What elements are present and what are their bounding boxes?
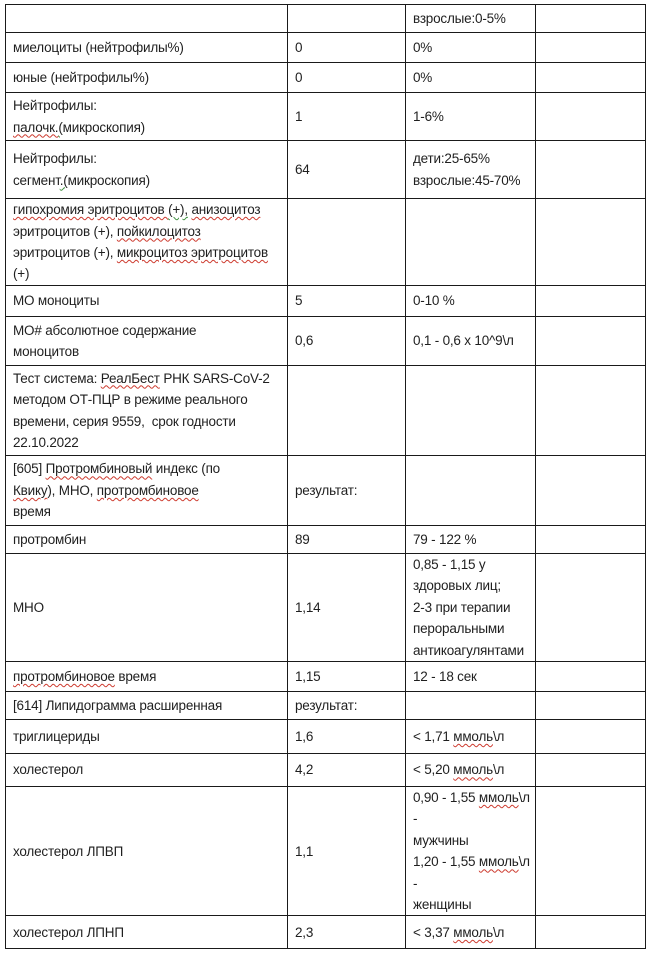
parameter-cell [6,366,288,456]
spellcheck-red-text: РеалБест [100,370,160,386]
spellcheck-green-text: ( [58,119,63,135]
result-cell [288,286,406,317]
text-line [413,37,531,58]
reference-cell [406,754,536,787]
cell-text: 0,90 - 1,55 [413,790,479,806]
lab-results-table [5,4,646,949]
text-line [13,242,283,263]
cell-text: - [413,811,418,827]
spellcheck-red-text: гипохромия эритроцитов [13,202,169,218]
text-line [13,95,283,116]
spellcheck-red-text: ммоль [478,790,519,806]
parameter-cell [6,93,288,141]
text-line [413,830,531,851]
text-line [413,787,531,808]
text-line [13,117,283,138]
parameter-cell [6,754,288,787]
text-line [413,8,531,29]
notes-cell [536,554,646,662]
cell-text: Нейтрофилы: [13,98,97,114]
text-line [13,529,283,550]
text-line [13,221,283,242]
cell-text: здоровых лиц; [413,578,501,594]
text-line [413,67,531,88]
table-row [6,787,646,916]
cell-text: 0% [413,69,433,85]
table-row [6,33,646,63]
cell-text: юные (нейтрофилы%) [13,69,149,85]
cell-text: 1,20 - 1,55 [413,854,479,870]
cell-text: эритроцитов (+), [13,223,117,239]
text-line [13,501,283,522]
spellcheck-red-text: ммоль [478,854,519,870]
result-value: 5 [295,293,303,309]
cell-text: < 5,20 [413,762,454,778]
cell-text: 79 - 122 % [413,531,477,547]
reference-cell [406,141,536,199]
result-value: 1,14 [295,599,321,615]
parameter-cell [6,662,288,692]
table-row [6,754,646,787]
spellcheck-red-text: Протромбиновый [45,461,153,477]
result-cell [288,366,406,456]
result-cell [288,33,406,63]
text-line [413,640,531,661]
cell-text: триглицериды [13,728,100,744]
reference-cell [406,787,536,916]
reference-cell [406,456,536,526]
result-cell [288,456,406,526]
table-row [6,286,646,317]
text-line [13,341,283,362]
cell-text: взрослые:45-70% [413,172,521,188]
parameter-cell [6,199,288,286]
result-cell [288,141,406,199]
text-line [13,695,283,716]
cell-text: МО# абсолютное содержание [13,322,197,338]
cell-text: 2-3 при терапии [413,599,511,615]
result-cell [288,554,406,662]
reference-cell [406,692,536,720]
cell-text: 0,1 - 0,6 x 10^9\л [413,333,514,349]
reference-cell [406,317,536,366]
text-line [413,575,531,596]
cell-text: моноцитов [13,344,79,359]
parameter-cell [6,33,288,63]
result-value: 0 [295,39,303,55]
parameter-cell [6,554,288,662]
text-line [13,37,283,58]
table-row [6,554,646,662]
text-line [13,726,283,747]
reference-cell [406,5,536,33]
notes-cell [536,33,646,63]
text-line [13,170,283,191]
text-line [13,841,283,862]
cell-text: (+) [13,266,30,282]
cell-text: микроскопия) [67,172,150,188]
text-line [413,851,531,872]
result-cell [288,526,406,554]
table-row [6,662,646,692]
result-value: 2,3 [295,924,314,940]
result-value: 4,2 [295,762,314,778]
spellcheck-red-text: ммоль [453,728,493,744]
text-line [413,808,531,829]
cell-text: [614] Липидограмма расширенная [13,697,223,713]
text-line [413,726,531,747]
result-cell [288,63,406,93]
notes-cell [536,526,646,554]
cell-text: взрослые:0-5% [413,10,506,26]
reference-cell [406,662,536,692]
text-line [413,922,531,943]
notes-cell [536,317,646,366]
notes-cell [536,5,646,33]
reference-cell [406,199,536,286]
spellcheck-red-text: анизоцитоз [191,202,261,218]
cell-text: холестерол ЛПНП [13,924,124,940]
notes-cell [536,916,646,949]
text-line [413,106,531,127]
text-line [13,199,283,220]
result-cell [288,916,406,949]
text-line [13,263,283,284]
cell-text: 0% [413,39,433,55]
text-line [413,148,531,169]
table-row [6,141,646,199]
cell-text: миелоциты (нейтрофилы%) [13,39,184,55]
spellcheck-green-text: (+), [168,202,188,218]
table-row [6,63,646,93]
spellcheck-red-text: Квику [13,482,48,498]
parameter-cell [6,317,288,366]
notes-cell [536,754,646,787]
text-line [413,894,531,915]
notes-cell [536,456,646,526]
cell-text: \л [492,924,505,940]
cell-text: методом ОТ-ПЦР в режиме реального [13,392,248,408]
spellcheck-red-text: микроцитоз эритроцитов [116,245,268,260]
cell-text: индекс (по [152,461,220,477]
text-line [413,290,531,311]
parameter-cell [6,141,288,199]
spellcheck-red-text: ммоль [453,762,493,778]
cell-text: - [413,875,418,891]
cell-text: время [114,668,157,684]
reference-cell [406,916,536,949]
cell-text: эритроцитов (+), [13,245,117,260]
text-line [13,389,283,410]
cell-text: микроскопия) [62,119,145,135]
text-line [413,597,531,618]
notes-cell [536,720,646,754]
spellcheck-red-text: палочк. [13,119,59,135]
notes-cell [536,692,646,720]
notes-cell [536,787,646,916]
cell-text: сегмент [13,172,60,188]
text-line [413,529,531,550]
notes-cell [536,366,646,456]
cell-text: < 3,37 [413,924,454,940]
parameter-cell [6,456,288,526]
reference-cell [406,720,536,754]
result-cell [288,5,406,33]
cell-text: < 1,71 [413,728,454,744]
text-line [13,759,283,780]
cell-text: ), МНО, [47,482,97,498]
cell-text: РНК SARS-CoV-2 [159,370,270,386]
cell-text: времени, серия 9559, срок годности [13,413,236,429]
cell-text: \л [492,762,505,778]
parameter-cell [6,692,288,720]
text-line [13,148,283,169]
parameter-cell [6,5,288,33]
result-value: 1 [295,108,303,124]
cell-text: 0,85 - 1,15 у [413,557,486,572]
text-line [413,330,531,351]
cell-text: антикоагулянтами [413,642,524,658]
parameter-cell [6,286,288,317]
cell-text: протромбин [13,531,87,547]
notes-cell [536,662,646,692]
text-line [13,666,283,687]
result-value: 1,1 [295,843,314,859]
reference-cell [406,286,536,317]
text-line [413,554,531,575]
notes-cell [536,286,646,317]
notes-cell [536,93,646,141]
cell-text: пероральными [413,621,505,637]
text-line [413,170,531,191]
cell-text: \л [518,790,530,806]
result-value: 0 [295,69,303,85]
notes-cell [536,199,646,286]
text-line [13,411,283,432]
text-line [13,922,283,943]
result-value: 64 [295,161,310,177]
result-value: 89 [295,531,310,547]
result-cell [288,199,406,286]
table-row [6,199,646,286]
text-line [13,67,283,88]
result-cell [288,754,406,787]
table-row [6,916,646,949]
notes-cell [536,63,646,93]
text-line [413,666,531,687]
cell-text: женщины [413,897,472,913]
table-row [6,720,646,754]
cell-text: 12 - 18 сек [413,668,477,684]
text-line [13,290,283,311]
result-value: результат: [295,697,358,713]
text-line [13,368,283,389]
table-row [6,5,646,33]
parameter-cell [6,526,288,554]
result-value: результат: [295,482,358,498]
cell-text: время [13,504,51,520]
text-line [13,597,283,618]
spellcheck-red-text: протромбиновое [13,668,115,684]
table-row [6,692,646,720]
cell-text: Тест система: [13,370,101,386]
text-line [13,458,283,479]
cell-text: дети:25-65% [413,151,490,167]
result-cell [288,787,406,916]
text-line [13,432,283,453]
text-line [13,480,283,501]
result-value: 1,15 [295,668,321,684]
reference-cell [406,526,536,554]
cell-text: 22.10.2022 [13,434,79,450]
reference-cell [406,554,536,662]
reference-cell [406,33,536,63]
text-line [413,618,531,639]
cell-text: холестерол ЛПВП [13,843,124,859]
result-cell [288,93,406,141]
cell-text: мужчины [413,832,469,848]
spellcheck-red-text: ммоль [453,924,493,940]
result-cell [288,317,406,366]
reference-cell [406,63,536,93]
cell-text: МНО [13,599,44,615]
notes-cell [536,141,646,199]
table-row [6,526,646,554]
table-row [6,317,646,366]
cell-text: 1-6% [413,108,444,124]
cell-text: холестерол [13,762,84,778]
cell-text: МО моноциты [13,293,100,309]
text-line [13,320,283,341]
text-line [413,759,531,780]
cell-text: \л [518,854,530,870]
cell-text: \л [492,728,505,744]
table-row [6,366,646,456]
spellcheck-red-text: протромбиновое [96,482,199,498]
text-line [413,873,531,894]
result-cell [288,720,406,754]
parameter-cell [6,916,288,949]
table-row [6,93,646,141]
cell-text: 0-10 % [413,293,455,309]
result-value: 1,6 [295,728,314,744]
spellcheck-green-text: .( [59,172,68,188]
result-cell [288,692,406,720]
reference-cell [406,366,536,456]
table-row [6,456,646,526]
parameter-cell [6,720,288,754]
parameter-cell [6,787,288,916]
parameter-cell [6,63,288,93]
result-cell [288,662,406,692]
result-value: 0,6 [295,333,314,349]
spellcheck-red-text: пойкилоцитоз [116,223,201,239]
cell-text: [605] [13,461,46,477]
cell-text: Нейтрофилы: [13,151,97,167]
reference-cell [406,93,536,141]
